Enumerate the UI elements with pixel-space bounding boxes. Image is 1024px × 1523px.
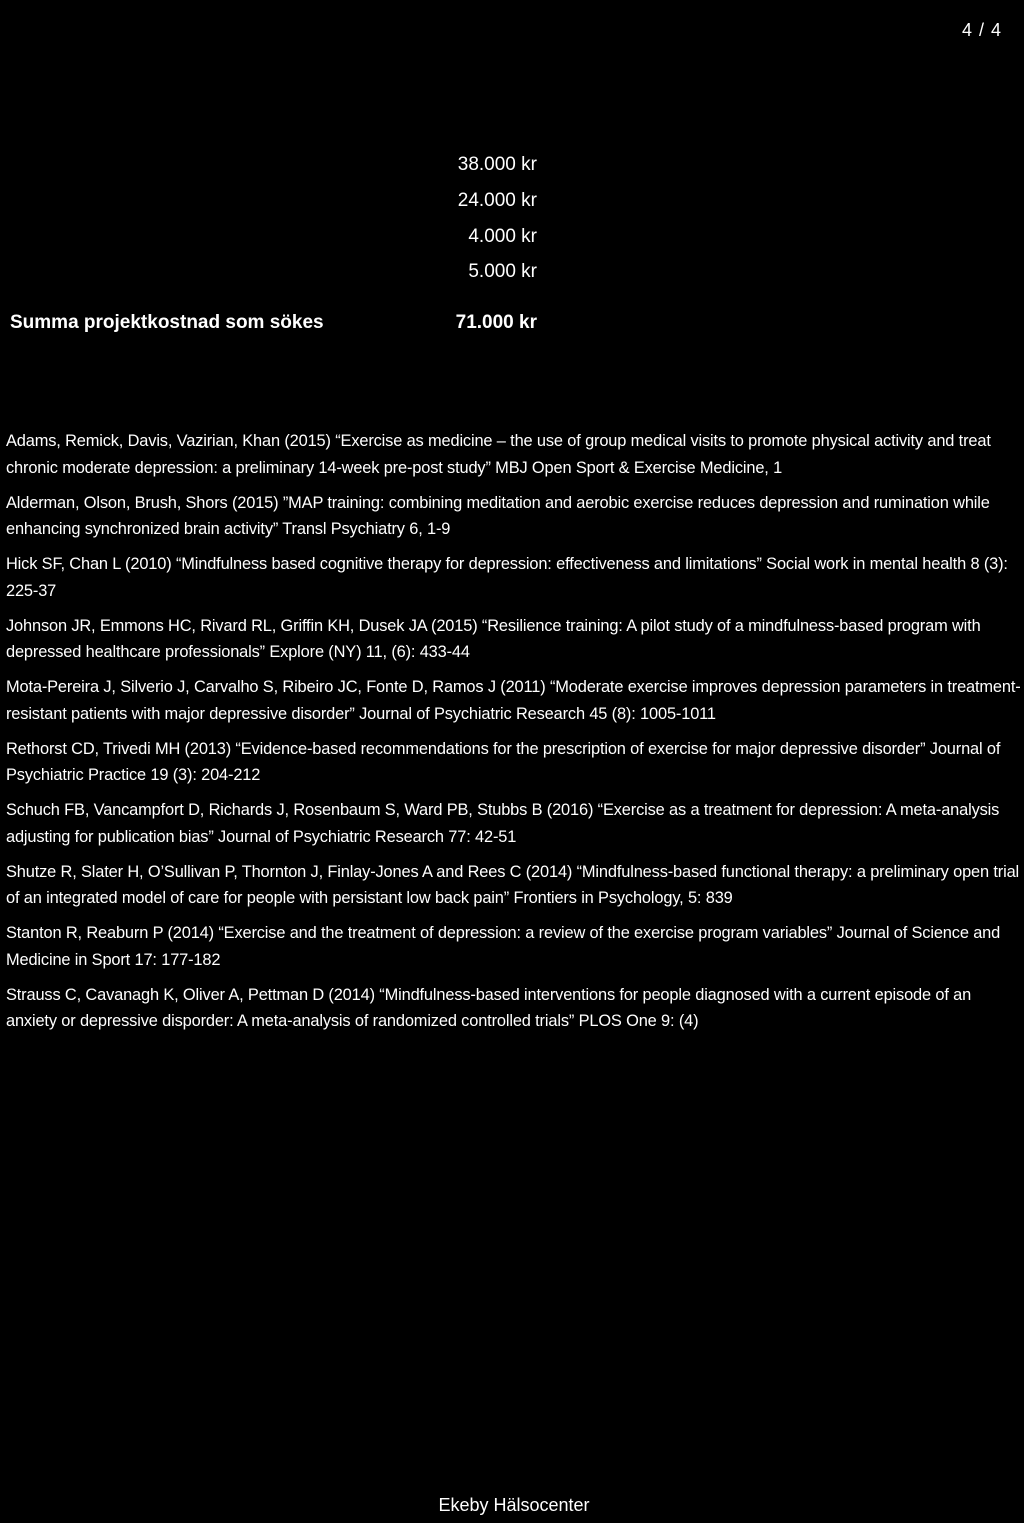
reference-item: Rethorst CD, Trivedi MH (2013) “Evidence-based recommendations for the prescription of exercise for major depressive disorder” Journal of Psychiatric Practice 19 (3): 204-212 bbox=[6, 739, 1001, 784]
reference-item: Alderman, Olson, Brush, Shors (2015) ”MAP training: combining meditation and aerobic exercise reduces depression and rumination while enhancing synchronized brain activity” Transl Psychiatry 6, 1-9 bbox=[6, 493, 990, 538]
reference-item: Schuch FB, Vancampfort D, Richards J, Rosenbaum S, Ward PB, Stubbs B (2016) “Exercise as a treatment for depression: A meta-analysis adjusting for publication bias” Journal of Psychiatric Research 77: 42-51 bbox=[6, 801, 1000, 846]
cost-amount: 24.000 kr bbox=[457, 190, 537, 211]
cost-row bbox=[0, 190, 1024, 220]
cost-amount: 38.000 kr bbox=[457, 154, 537, 175]
cost-amount: 5.000 kr bbox=[468, 261, 537, 282]
reference-item: Johnson JR, Emmons HC, Rivard RL, Griffin KH, Dusek JA (2015) “Resilience training: A pilot study of a mindfulness-based program with depressed healthcare professionals” Explore (NY) 11, (6): 433-44 bbox=[6, 616, 981, 661]
cost-amount: 4.000 kr bbox=[468, 226, 537, 247]
cost-total-row bbox=[0, 312, 1024, 342]
reference-item: Stanton R, Reaburn P (2014) “Exercise and the treatment of depression: a review of the exercise program variables” Journal of Science and Medicine in Sport 17: 177-182 bbox=[6, 924, 1001, 969]
reference-item: Strauss C, Cavanagh K, Oliver A, Pettman D (2014) “Mindfulness-based interventions for people diagnosed with a current episode of an anxiety or depressive disporder: A meta-analysis of randomized controlled trials” PLOS One 9: (4) bbox=[6, 985, 972, 1030]
reference-item: Mota-Pereira J, Silverio J, Carvalho S, Ribeiro JC, Fonte D, Ramos J (2011) “Moderate exercise improves depression parameters in treatment-resistant patients with major depressive disorder” Journal of Psychiatric Research 45 (8): 1005-1011 bbox=[6, 678, 1021, 723]
reference-item: Adams, Remick, Davis, Vazirian, Khan (2015) “Exercise as medicine – the use of group medical visits to promote physical activity and treat chronic moderate depression: a preliminary 14-week pre-post study” MBJ Open Sport & Exercise Medicine, 1 bbox=[6, 432, 991, 477]
reference-list bbox=[6, 428, 1022, 1043]
reference-item: Hick SF, Chan L (2010) “Mindfulness based cognitive therapy for depression: effectiveness and limitations” Social work in mental health 8 (3): 225-37 bbox=[6, 555, 1008, 600]
cost-row bbox=[0, 261, 1024, 291]
page-number: 4 / 4 bbox=[961, 20, 1002, 40]
page-footer: Ekeby Hälsocenter bbox=[438, 1495, 590, 1515]
reference-item: Shutze R, Slater H, O’Sullivan P, Thornton J, Finlay-Jones A and Rees C (2014) “Mindfulness-based functional therapy: a preliminary open trial of an integrated model of care for people with persistant low back pain” Frontiers in Psychology, 5: 839 bbox=[6, 862, 1020, 907]
cost-total-label: Summa projektkostnad som sökes bbox=[10, 312, 324, 333]
cost-total-amount: 71.000 kr bbox=[455, 312, 537, 333]
cost-row bbox=[0, 154, 1024, 184]
cost-row bbox=[0, 226, 1024, 256]
